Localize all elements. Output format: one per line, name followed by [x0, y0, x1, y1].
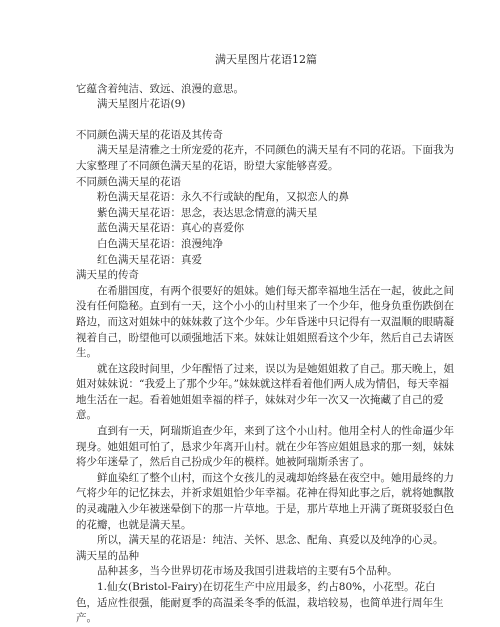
legend-paragraph: 就在这段时间里，少年醒悟了过来，误以为是她姐姐救了自己。那天晚上，姐姐对妹妹说：“我爱上了那个少年。”妹妹就这样看着他们两人成为情侣，每天幸福地生活在一起。看着她姐姐幸福的样子，妹妹对少年一次又一次掩藏了自己的爱意。 [76, 362, 454, 422]
document-title: 满天星图片花语12篇 [215, 53, 317, 66]
heading-varieties: 满天星的品种 [76, 549, 139, 562]
heading-legend: 满天星的传奇 [76, 269, 139, 282]
legend-paragraph: 直到有一天，阿瑞斯追查少年，来到了这个小山村。他用全村人的性命逼少年现身。她姐姐可怕了，恳求少年离开山村。就在少年答应姐姐恳求的那一刻，妹妹将少年迷晕了，然后自己扮成少年的模样。她被阿瑞斯杀害了。 [76, 425, 454, 469]
legend-paragraph: 在希腊国度，有两个很要好的姐妹。她们每天都幸福地生活在一起，彼此之间没有任何隐秘。直到有一天，这个小小的山村里来了一个少年，他身负重伤跌倒在路边，而这对姐妹中的妹妹救了这个少年。少年昏迷中只记得有一双温顺的眼睛凝视着自己，盼望他可以顽强地活下来。妹妹让姐姐照看这个少年，然后自己去请医生。 [76, 284, 454, 360]
varieties-intro: 品种甚多，当今世界切花市场及我国引进栽培的主要有5个品种。 [97, 565, 398, 578]
heading-colors: 不同颜色满天星的花语 [76, 175, 181, 188]
section-label: 满天星图片花语(9) [97, 98, 186, 111]
legend-summary: 所以，满天星的花语是：纯洁、关怀、思念、配角、真爱以及纯净的心灵。 [97, 534, 444, 547]
intro-tail: 它蕴含着纯洁、致远、浪漫的意思。 [76, 82, 244, 95]
color-item-blue: 蓝色满天星花语：真心的喜爱你 [97, 222, 244, 235]
color-item-white: 白色满天星花语：浪漫纯净 [97, 237, 223, 250]
color-item-red: 红色满天星花语：真爱 [97, 253, 202, 266]
heading-meanings-story: 不同颜色满天星的花语及其传奇 [76, 128, 223, 141]
legend-paragraph: 鲜血染红了整个山村，而这个女孩儿的灵魂却始终悬在夜空中。她用最终的力气将少年的记忆抹去，并祈求姐姐恰少年幸福。花神在得知此事之后，就将她飘散的灵魂融入少年被迷晕倒下的那一片草地。于是，那片草地上开满了斑斑驳驳白色的花瓣，也就是满天星。 [76, 471, 454, 531]
color-item-pink: 粉色满天星花语：永久不行或缺的配角，又拟恋人的鼻 [97, 191, 349, 204]
intro-paragraph: 满天星是清雅之士所宠爱的花卉，不同颜色的满天星有不同的花语。下面我为大家整理了不同颜色满天星的花语，盼望大家能够喜爱。 [76, 144, 454, 172]
color-item-purple: 紫色满天星花语：思念，表达思念情意的满天星 [97, 206, 318, 219]
variety-item: 1.仙女(Bristol-Fairy)在切花生产中应用最多，约占80%，小花型。花白色，适应性很强，能耐夏季的高温柔冬季的低温，栽培较易，也简单进行周年生产。 [76, 581, 444, 625]
